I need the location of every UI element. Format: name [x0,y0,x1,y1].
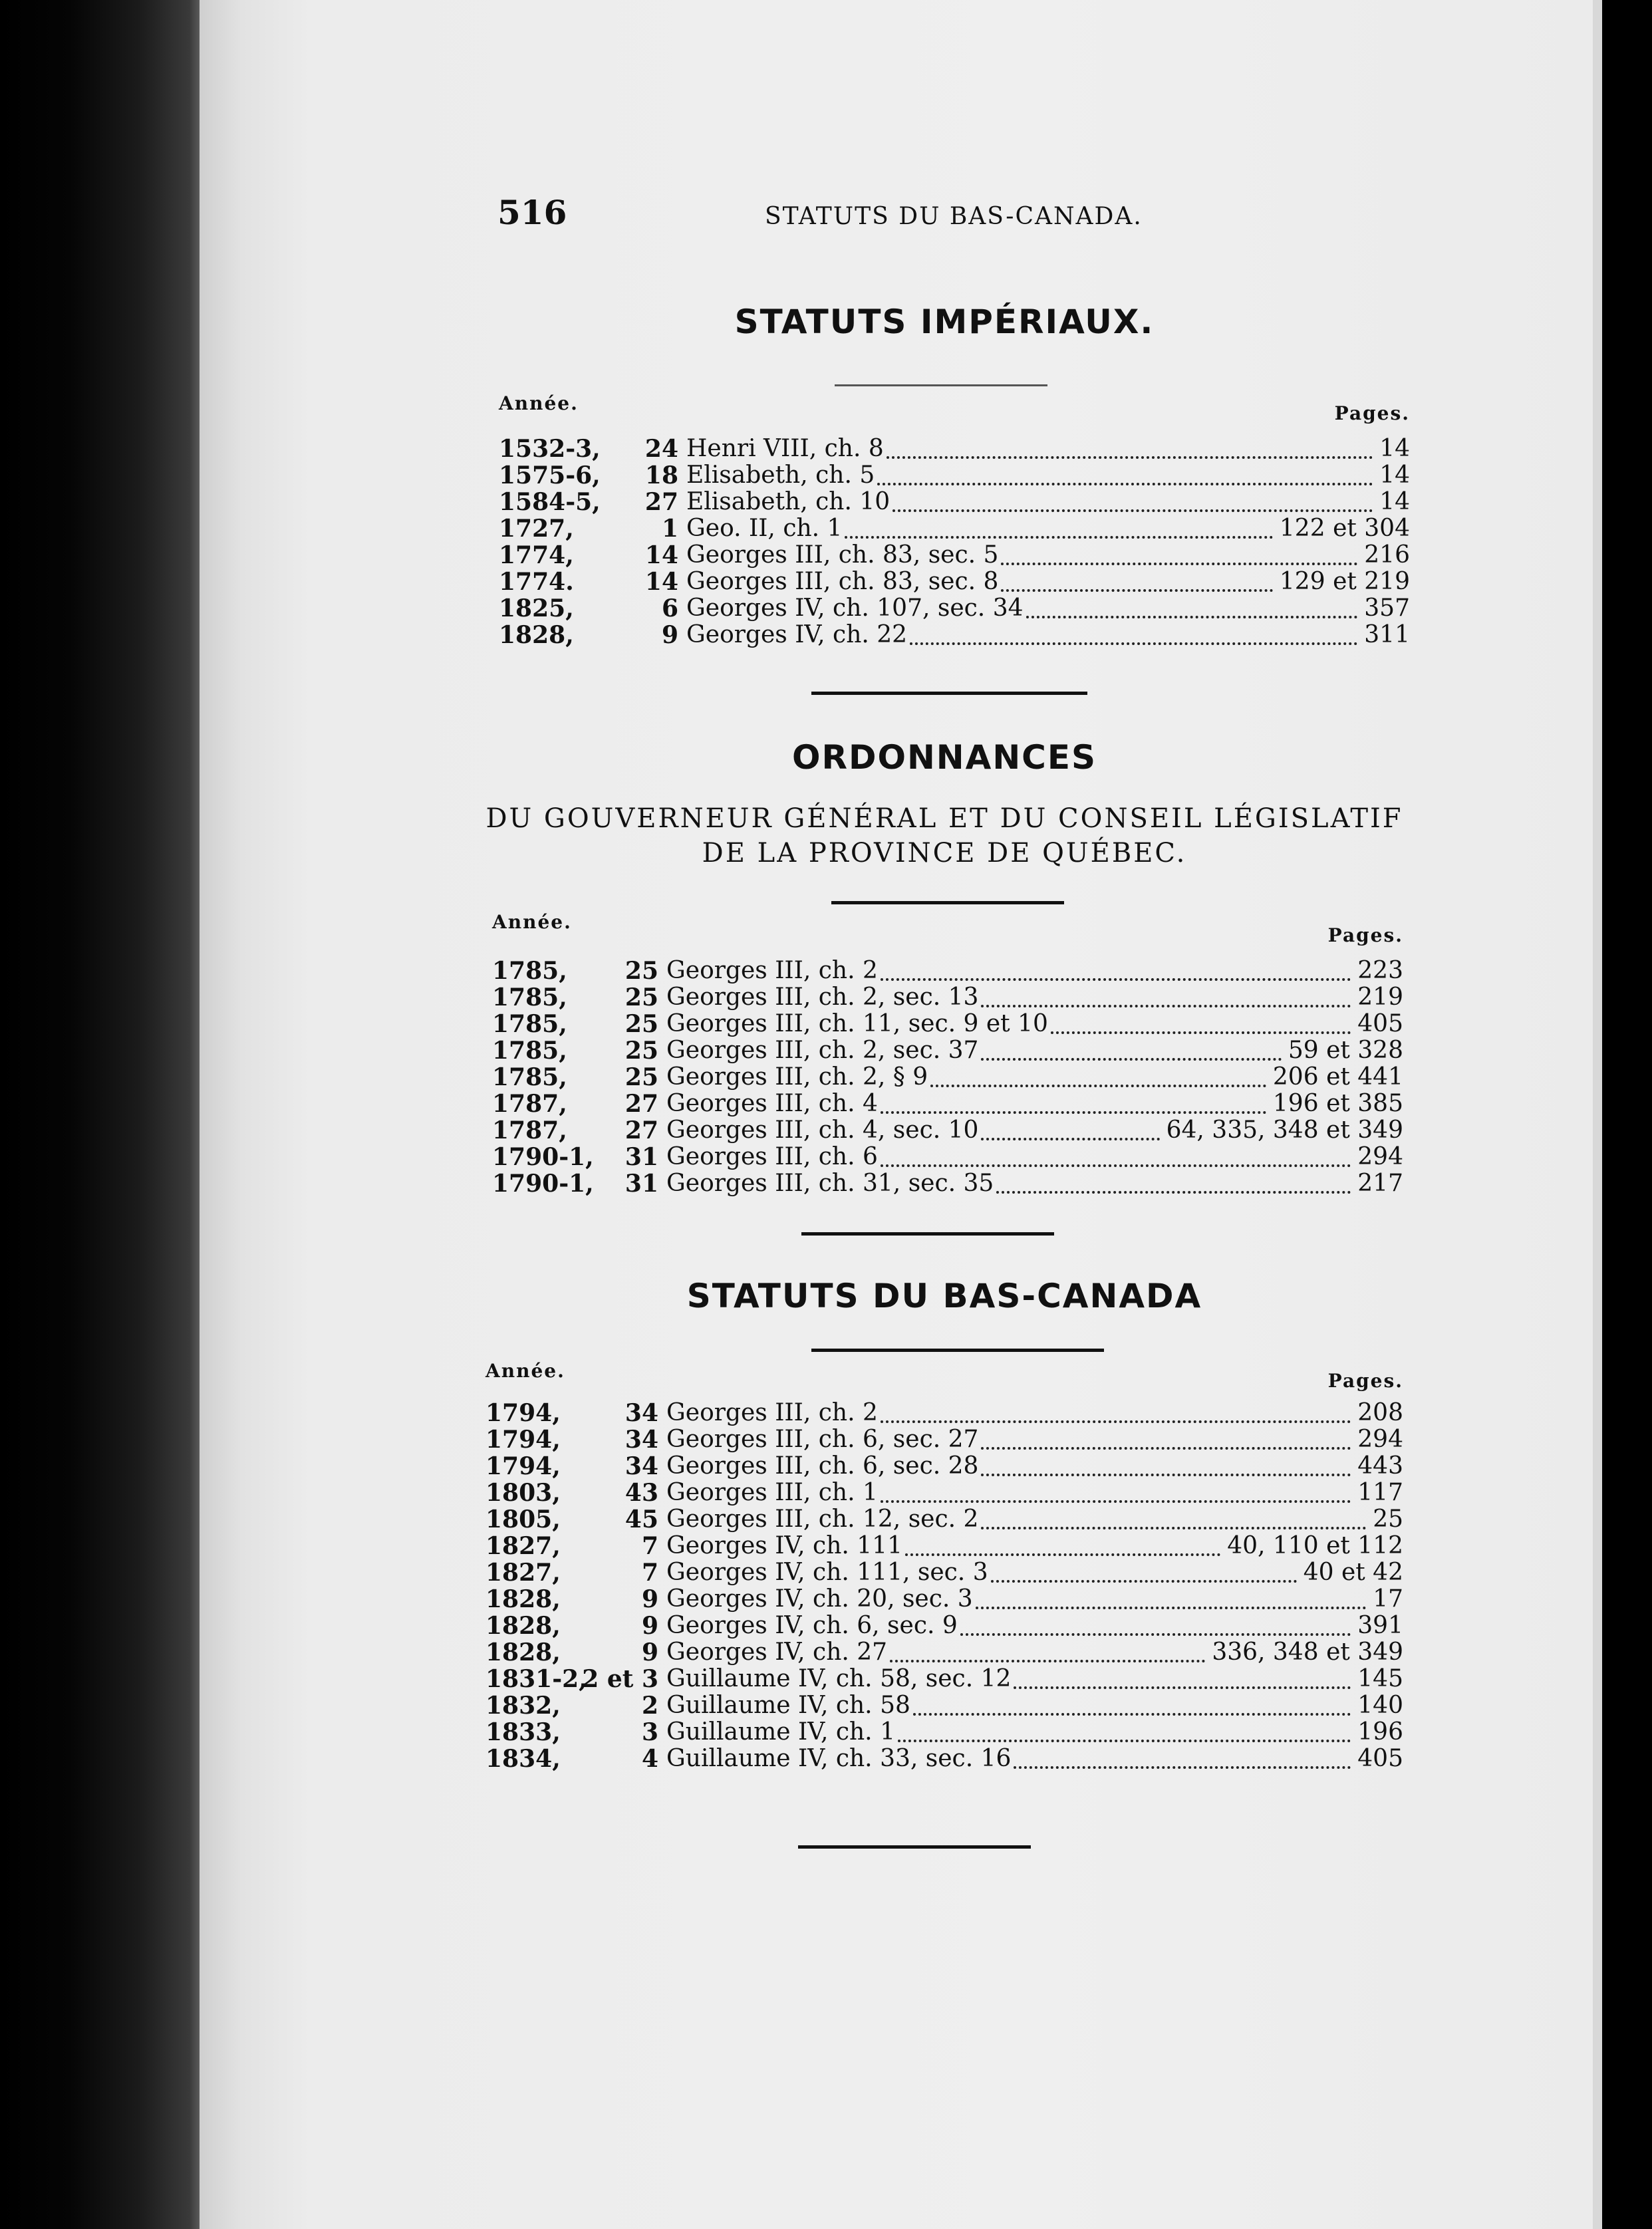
entry-pages: 140 [1357,1692,1403,1719]
entry-regnal-year: 24 [644,435,678,463]
table-row [485,1692,1403,1719]
entry-pages: 357 [1364,594,1410,622]
dot-leader [881,1111,1266,1114]
table-row [492,1037,1403,1064]
column-header-year: Année. [492,911,572,933]
entry-regnal-year: 45 [624,1506,658,1533]
entry-year: 1825, [499,594,574,622]
entry-statute-reference: Henri VIII, ch. 8 [686,435,884,462]
entry-statute-reference: Georges III, ch. 2, sec. 37 [666,1037,979,1064]
entry-year: 1831-2, [485,1665,587,1693]
dot-leader [981,1447,1351,1450]
entry-pages: 391 [1357,1612,1403,1639]
running-title: STATUTS DU BAS-CANADA. [765,203,1143,230]
section-rule [835,384,1047,386]
entry-statute-reference: Georges III, ch. 2, § 9 [666,1063,928,1091]
table-row [485,1613,1403,1639]
entry-year: 1785, [492,1037,567,1065]
entry-statute-reference: Georges III, ch. 6, sec. 28 [666,1452,979,1480]
entry-statute-reference: Elisabeth, ch. 10 [686,488,891,515]
entry-year: 1532-3, [499,435,601,463]
entry-regnal-year: 25 [624,983,658,1011]
table-row [499,542,1410,569]
entry-pages: 208 [1357,1399,1403,1426]
entry-year: 1794, [485,1399,561,1427]
table-row [485,1506,1403,1533]
table-row [485,1400,1403,1426]
table-row [485,1586,1403,1613]
entry-year: 1827, [485,1532,561,1560]
entry-regnal-year: 31 [624,1170,658,1198]
entry-statute-reference: Georges III, ch. 4 [666,1090,878,1117]
entry-statute-reference: Georges IV, ch. 111, sec. 3 [666,1559,988,1586]
entry-regnal-year: 1 [661,515,678,543]
entry-statute-reference: Georges IV, ch. 20, sec. 3 [666,1585,973,1613]
entry-statute-reference: Georges III, ch. 6 [666,1143,878,1170]
entry-regnal-year: 14 [644,541,678,569]
entry-statute-reference: Georges III, ch. 12, sec. 2 [666,1506,979,1533]
book-spine-shadow [0,0,200,2229]
entry-regnal-year: 25 [624,1010,658,1038]
entry-regnal-year: 27 [624,1116,658,1144]
dot-leader [981,1138,1160,1140]
dot-leader [1001,563,1357,565]
table-row [499,622,1410,648]
entry-statute-reference: Georges IV, ch. 22 [686,621,908,648]
entry-regnal-year: 4 [641,1745,658,1773]
entry-pages: 17 [1373,1585,1403,1613]
entry-statute-reference: Georges III, ch. 2, sec. 13 [666,983,979,1011]
entry-pages: 405 [1357,1010,1403,1037]
column-header-year: Année. [499,392,579,414]
entry-pages: 206 et 441 [1272,1063,1403,1091]
table-row [499,436,1410,462]
dot-leader [881,1420,1351,1423]
entry-pages: 117 [1357,1479,1403,1506]
entry-pages: 40 et 42 [1303,1559,1403,1586]
entry-statute-reference: Elisabeth, ch. 5 [686,461,875,489]
table-row [499,489,1410,515]
entry-regnal-year: 6 [661,594,678,622]
dot-leader [887,456,1373,459]
section-title-statuts-du-bas-canada: STATUTS DU BAS-CANADA [686,1277,1202,1315]
dot-leader [930,1085,1266,1087]
entry-year: 1827, [485,1559,561,1587]
dot-leader [976,1607,1366,1609]
entry-year: 1828, [485,1639,561,1666]
dot-leader [981,1058,1282,1061]
table-row [492,1144,1403,1170]
entry-statute-reference: Georges IV, ch. 6, sec. 9 [666,1612,958,1639]
table-row [485,1426,1403,1453]
entry-list-statuts-imperiaux [499,436,1410,648]
table-row [499,595,1410,622]
dot-leader [1026,616,1357,618]
entry-pages: 294 [1357,1143,1403,1170]
dot-leader [890,1660,1205,1662]
entry-regnal-year: 2 et 3 [582,1665,658,1693]
section-subtitle-line-2: DE LA PROVINCE DE QUÉBEC. [702,838,1187,868]
dot-leader [981,1005,1351,1007]
table-row [492,958,1403,984]
entry-statute-reference: Georges III, ch. 2 [666,957,878,984]
entry-regnal-year: 18 [644,461,678,489]
entry-pages: 14 [1379,461,1410,489]
table-row [492,1011,1403,1037]
entry-statute-reference: Georges III, ch. 83, sec. 8 [686,568,999,595]
entry-pages: 223 [1357,957,1403,984]
closing-rule [798,1845,1031,1849]
table-row [492,1117,1403,1144]
page-edge [1593,0,1602,2229]
section-subtitle-line-1: DU GOUVERNEUR GÉNÉRAL ET DU CONSEIL LÉGISLATIF [485,803,1403,834]
entry-pages: 40, 110 et 112 [1227,1532,1403,1559]
entry-pages: 294 [1357,1426,1403,1453]
entry-regnal-year: 34 [624,1452,658,1480]
section-rule [801,1232,1054,1236]
dot-leader [893,509,1373,512]
entry-statute-reference: Guillaume IV, ch. 58, sec. 12 [666,1665,1012,1692]
entry-regnal-year: 25 [624,1063,658,1091]
entry-year: 1785, [492,1010,567,1038]
table-row [485,1639,1403,1666]
right-margin-shadow [1602,0,1652,2229]
entry-statute-reference: Georges III, ch. 4, sec. 10 [666,1116,979,1144]
section-title-ordonnances: ORDONNANCES [791,738,1097,777]
entry-statute-reference: Georges III, ch. 1 [666,1479,878,1506]
entry-pages: 25 [1373,1506,1403,1533]
entry-regnal-year: 3 [641,1718,658,1746]
table-row [492,1091,1403,1117]
entry-regnal-year: 7 [641,1559,658,1587]
entry-pages: 145 [1357,1665,1403,1692]
entry-regnal-year: 31 [624,1143,658,1171]
dot-leader [1001,589,1273,592]
entry-year: 1832, [485,1692,561,1720]
entry-regnal-year: 27 [644,488,678,516]
dot-leader [877,483,1373,485]
entry-statute-reference: Georges IV, ch. 111 [666,1532,902,1559]
entry-year: 1828, [485,1612,561,1640]
entry-pages: 219 [1357,983,1403,1011]
column-header-pages: Pages. [1327,1370,1403,1392]
page-number: 516 [497,193,567,232]
entry-regnal-year: 9 [641,1585,658,1613]
entry-year: 1790-1, [492,1170,594,1198]
entry-statute-reference: Georges IV, ch. 107, sec. 34 [686,594,1024,622]
entry-year: 1575-6, [499,461,601,489]
entry-regnal-year: 7 [641,1532,658,1560]
table-row [492,984,1403,1011]
dot-leader [910,642,1357,645]
entry-pages: 443 [1357,1452,1403,1480]
dot-leader [981,1474,1351,1476]
entry-year: 1833, [485,1718,561,1746]
dot-leader [905,1553,1220,1556]
entry-pages: 216 [1364,541,1410,569]
dot-leader [1051,1031,1351,1034]
entry-regnal-year: 9 [641,1639,658,1666]
entry-year: 1785, [492,957,567,985]
table-row [485,1666,1403,1692]
dot-leader [913,1713,1351,1716]
entry-statute-reference: Georges III, ch. 83, sec. 5 [686,541,999,569]
entry-regnal-year: 25 [624,1037,658,1065]
column-header-pages: Pages. [1327,924,1403,946]
entry-year: 1803, [485,1479,561,1507]
entry-list-statuts-du-bas-canada [485,1400,1403,1772]
table-row [485,1559,1403,1586]
table-row [485,1480,1403,1506]
entry-year: 1785, [492,1063,567,1091]
entry-statute-reference: Georges IV, ch. 27 [666,1639,888,1666]
dot-leader [960,1633,1351,1636]
entry-year: 1774. [499,568,574,596]
entry-regnal-year: 43 [624,1479,658,1507]
entry-regnal-year: 25 [624,957,658,985]
entry-pages: 122 et 304 [1279,515,1410,542]
table-row [485,1533,1403,1559]
table-row [499,569,1410,595]
entry-regnal-year: 34 [624,1399,658,1427]
entry-pages: 14 [1379,488,1410,515]
entry-pages: 217 [1357,1170,1403,1197]
dot-leader [991,1580,1297,1583]
entry-year: 1805, [485,1506,561,1533]
table-row [485,1746,1403,1772]
entry-statute-reference: Georges III, ch. 6, sec. 27 [666,1426,979,1453]
entry-statute-reference: Georges III, ch. 31, sec. 35 [666,1170,994,1197]
entry-pages: 196 et 385 [1272,1090,1403,1117]
entry-list-ordonnances [492,958,1403,1197]
dot-leader [898,1740,1351,1742]
entry-regnal-year: 9 [661,621,678,649]
table-row [492,1170,1403,1197]
entry-year: 1727, [499,515,574,543]
dot-leader [881,978,1351,981]
entry-year: 1794, [485,1452,561,1480]
entry-year: 1794, [485,1426,561,1454]
dot-leader [1014,1766,1351,1769]
entry-statute-reference: Guillaume IV, ch. 58 [666,1692,910,1719]
section-rule [831,901,1064,904]
dot-leader [881,1500,1351,1503]
section-rule [811,692,1087,695]
entry-statute-reference: Georges III, ch. 2 [666,1399,878,1426]
entry-year: 1828, [499,621,574,649]
entry-year: 1834, [485,1745,561,1773]
dot-leader [845,536,1273,539]
entry-pages: 311 [1364,621,1410,648]
dot-leader [881,1164,1351,1167]
dot-leader [981,1527,1366,1529]
entry-year: 1774, [499,541,574,569]
column-header-pages: Pages. [1334,402,1410,424]
entry-pages: 59 et 328 [1288,1037,1403,1064]
table-row [499,462,1410,489]
section-title-statuts-imperiaux: STATUTS IMPÉRIAUX. [734,303,1155,341]
entry-regnal-year: 34 [624,1426,658,1454]
entry-pages: 129 et 219 [1279,568,1410,595]
table-row [492,1064,1403,1091]
entry-pages: 196 [1357,1718,1403,1746]
entry-statute-reference: Guillaume IV, ch. 33, sec. 16 [666,1745,1012,1772]
entry-pages: 336, 348 et 349 [1212,1639,1403,1666]
dot-leader [996,1191,1351,1194]
column-header-year: Année. [485,1360,565,1382]
entry-statute-reference: Georges III, ch. 11, sec. 9 et 10 [666,1010,1048,1037]
entry-regnal-year: 9 [641,1612,658,1640]
entry-year: 1584-5, [499,488,601,516]
entry-year: 1785, [492,983,567,1011]
table-row [485,1453,1403,1480]
dot-leader [1014,1686,1351,1689]
entry-regnal-year: 14 [644,568,678,596]
section-rule [811,1349,1104,1352]
table-row [485,1719,1403,1746]
entry-pages: 64, 335, 348 et 349 [1166,1116,1403,1144]
entry-regnal-year: 2 [641,1692,658,1720]
entry-statute-reference: Guillaume IV, ch. 1 [666,1718,895,1746]
entry-pages: 405 [1357,1745,1403,1772]
entry-regnal-year: 27 [624,1090,658,1118]
entry-statute-reference: Geo. II, ch. 1 [686,515,843,542]
table-row [499,515,1410,542]
entry-pages: 14 [1379,435,1410,462]
entry-year: 1787, [492,1090,567,1118]
entry-year: 1790-1, [492,1143,594,1171]
entry-year: 1787, [492,1116,567,1144]
entry-year: 1828, [485,1585,561,1613]
